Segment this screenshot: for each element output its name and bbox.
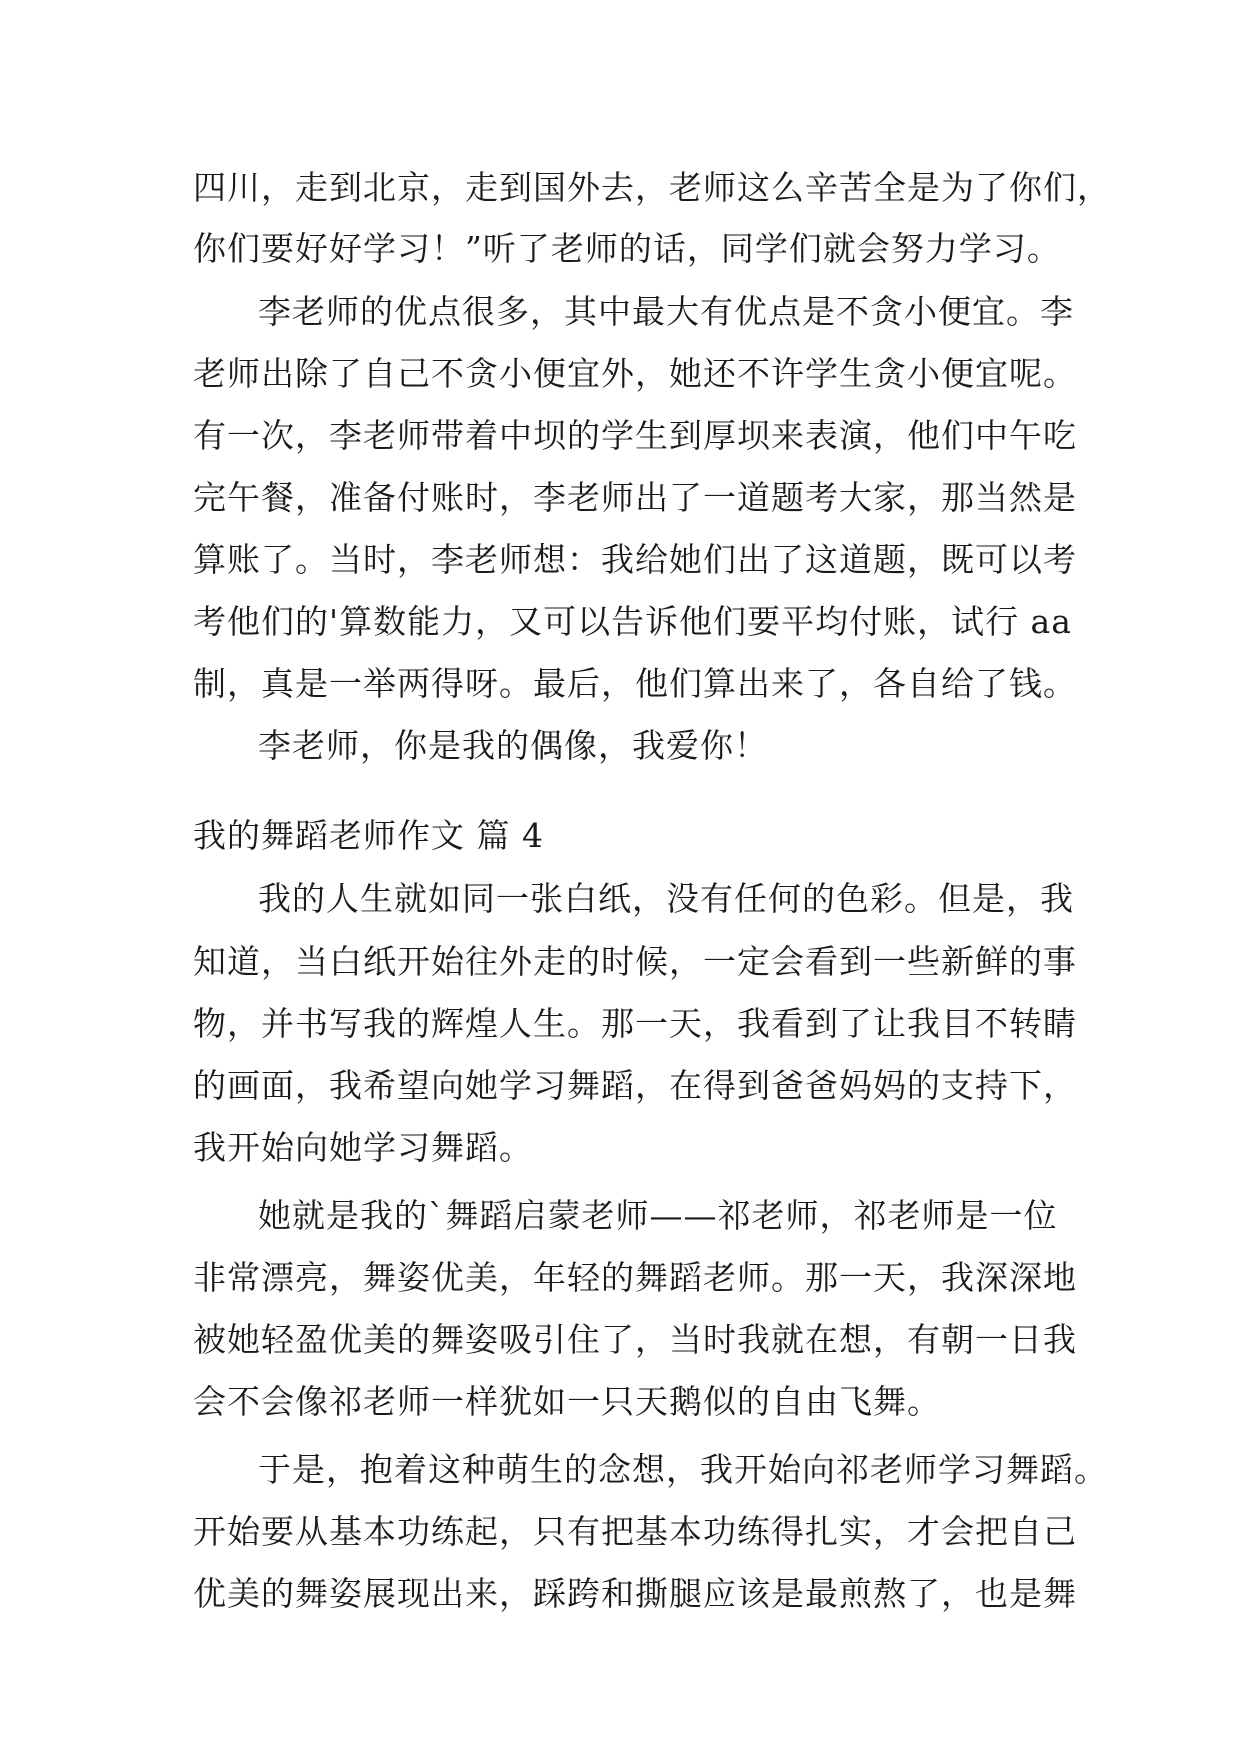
paragraph-line: 算账了。当时，李老师想：我给她们出了这道题，既可以考 xyxy=(193,540,1077,579)
paragraph-line: 优美的舞姿展现出来，踩跨和撕腿应该是最煎熬了，也是舞 xyxy=(193,1574,1077,1613)
paragraph-line: 制，真是一举两得呀。最后，他们算出来了，各自给了钱。 xyxy=(193,664,1077,703)
paragraph-line: 非常漂亮，舞姿优美，年轻的舞蹈老师。那一天，我深深地 xyxy=(193,1258,1077,1297)
paragraph-line: 你们要好好学习！”听了老师的话，同学们就会努力学习。 xyxy=(193,229,1061,268)
paragraph-line: 我开始向她学习舞蹈。 xyxy=(193,1128,533,1167)
paragraph-line: 物，并书写我的辉煌人生。那一天，我看到了让我目不转睛 xyxy=(193,1004,1077,1043)
paragraph-line: 会不会像祁老师一样犹如一只天鹅似的自由飞舞。 xyxy=(193,1382,941,1421)
paragraph-line: 于是，抱着这种萌生的念想，我开始向祁老师学习舞蹈。 xyxy=(258,1450,1108,1489)
paragraph-line: 考他们的'算数能力，又可以告诉他们要平均付账，试行 aa xyxy=(193,602,1072,641)
paragraph-line: 完午餐，准备付账时，李老师出了一道题考大家，那当然是 xyxy=(193,478,1077,517)
paragraph-line: 知道，当白纸开始往外走的时候，一定会看到一些新鲜的事 xyxy=(193,942,1077,981)
paragraph-line: 有一次，李老师带着中坝的学生到厚坝来表演，他们中午吃 xyxy=(193,416,1077,455)
section-heading: 我的舞蹈老师作文 篇 4 xyxy=(193,816,544,855)
paragraph-line: 的画面，我希望向她学习舞蹈，在得到爸爸妈妈的支持下， xyxy=(193,1066,1077,1105)
paragraph-line: 我的人生就如同一张白纸，没有任何的色彩。但是，我 xyxy=(258,879,1074,918)
paragraph-line: 李老师的优点很多，其中最大有优点是不贪小便宜。李 xyxy=(258,292,1074,331)
paragraph-line: 开始要从基本功练起，只有把基本功练得扎实，才会把自己 xyxy=(193,1512,1077,1551)
paragraph-line: 李老师，你是我的偶像，我爱你！ xyxy=(258,726,768,765)
paragraph-line: 老师出除了自己不贪小便宜外，她还不许学生贪小便宜呢。 xyxy=(193,354,1077,393)
paragraph-line: 她就是我的`舞蹈启蒙老师——祁老师，祁老师是一位 xyxy=(258,1196,1058,1235)
paragraph-line: 四川，走到北京，走到国外去，老师这么辛苦全是为了你们， xyxy=(193,168,1111,207)
paragraph-line: 被她轻盈优美的舞姿吸引住了，当时我就在想，有朝一日我 xyxy=(193,1320,1077,1359)
